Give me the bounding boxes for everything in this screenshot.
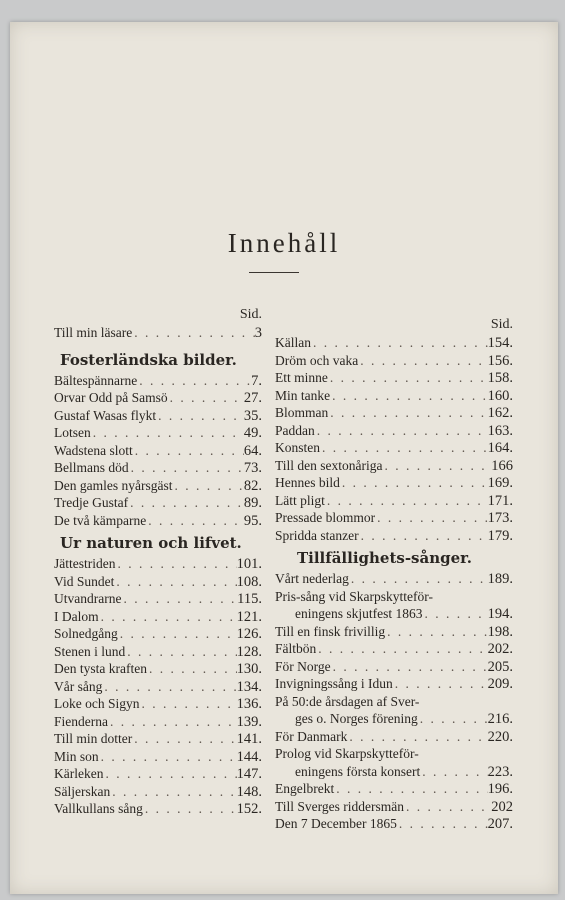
- dot-leader: [358, 352, 487, 370]
- dot-leader: [311, 334, 488, 352]
- dot-leader: [393, 675, 488, 693]
- entry-title: eningens skjutfest 1863: [295, 606, 423, 621]
- entry-page: 209.: [487, 676, 513, 692]
- dot-leader: [115, 555, 236, 573]
- entry-title: eningens första konsert: [295, 763, 421, 779]
- toc-entry: [275, 658, 513, 676]
- section-heading-ur-naturen: Ur naturen och lifvet.: [60, 534, 242, 552]
- entry-page: 156.: [487, 352, 513, 369]
- entry-page: 139.: [236, 713, 262, 730]
- entry-page: 136.: [236, 696, 262, 712]
- toc-list-ur-naturen: [54, 555, 262, 818]
- entry-title: Paddan: [275, 422, 315, 438]
- toc-entry: [275, 369, 513, 387]
- entry-title: Till min läsare: [54, 325, 133, 340]
- entry-page: 121.: [236, 608, 262, 625]
- entry-page: 27.: [243, 390, 262, 406]
- entry-page: 194.: [487, 606, 513, 622]
- entry-page: 164.: [487, 440, 513, 456]
- entry-title: Spridda stanzer: [275, 527, 359, 543]
- entry-title: Solnedgång: [54, 626, 118, 641]
- entry-title: Kärleken: [54, 766, 104, 781]
- section-heading-fosterlandska: Fosterländska bilder.: [60, 350, 237, 369]
- toc-entry: [54, 324, 262, 342]
- toc-entry: [54, 389, 262, 407]
- entry-page: 173.: [487, 510, 513, 526]
- dot-leader: [423, 605, 488, 623]
- toc-entry: [275, 404, 513, 422]
- entry-title: Vårt nederlag: [275, 571, 349, 586]
- dot-leader: [91, 424, 244, 442]
- entry-title: För Norge: [275, 658, 331, 674]
- toc-left-column: [54, 306, 262, 818]
- dot-leader: [347, 728, 487, 746]
- entry-page: 207.: [487, 816, 513, 832]
- dot-leader: [143, 800, 237, 818]
- dot-leader: [114, 573, 236, 591]
- entry-title: Prolog vid Skarpskytteför-: [275, 746, 419, 761]
- toc-entry: [54, 442, 262, 460]
- entry-title: Vår sång: [54, 678, 103, 694]
- entry-page: 130.: [236, 661, 262, 677]
- entry-page: 198.: [487, 623, 513, 640]
- entry-title: Blomman: [275, 405, 329, 420]
- toc-list-tillfallighets: [275, 570, 513, 833]
- toc-entry: [54, 765, 262, 783]
- toc-entry: [275, 570, 513, 588]
- entry-title: Stenen i lund: [54, 643, 126, 659]
- dot-leader: [156, 407, 244, 425]
- toc-entry: [275, 640, 513, 658]
- entry-page: 73.: [243, 460, 262, 476]
- entry-page: 152.: [236, 801, 262, 817]
- toc-entry: [275, 763, 513, 781]
- toc-entry: [54, 372, 262, 390]
- entry-title: Min son: [54, 748, 99, 764]
- entry-page: 134.: [236, 678, 262, 695]
- dot-leader: [103, 765, 236, 783]
- entry-title: ges o. Norges förening: [295, 711, 418, 726]
- toc-entry: [54, 625, 262, 643]
- dot-leader: [340, 474, 488, 492]
- toc-entry: [275, 527, 513, 545]
- toc-entry: [275, 492, 513, 510]
- toc-entry: [275, 780, 513, 798]
- entry-page: 3: [254, 325, 262, 341]
- entry-title: Pris-sång vid Skarpskytteför-: [275, 588, 433, 604]
- toc-entry: [275, 334, 513, 352]
- dot-leader: [325, 492, 488, 510]
- toc-list-fosterlandska: [54, 372, 262, 530]
- toc-entry: [275, 457, 513, 475]
- entry-title: Den tysta kraften: [54, 661, 147, 676]
- entry-page: 95.: [243, 512, 262, 529]
- entry-title: Bellmans död: [54, 460, 129, 475]
- toc-entry: [54, 512, 262, 530]
- entry-title: Wadstena slott: [54, 442, 133, 458]
- entry-title: Till en finsk frivillig: [275, 623, 386, 639]
- entry-title: Källan: [275, 335, 311, 350]
- entry-page: 202.: [487, 641, 513, 657]
- dot-leader: [172, 477, 243, 495]
- toc-entry: [275, 588, 513, 606]
- dot-leader: [331, 658, 488, 676]
- entry-title: Ett minne: [275, 370, 328, 385]
- entry-title: Tredje Gustaf: [54, 495, 129, 510]
- entry-title: Loke och Sigyn: [54, 696, 140, 711]
- entry-page: 141.: [236, 731, 262, 747]
- toc-entry: [54, 783, 262, 801]
- dot-leader: [418, 710, 488, 728]
- entry-title: För Danmark: [275, 728, 348, 744]
- entry-page: 49.: [243, 425, 262, 441]
- entry-title: Engelbrekt: [275, 781, 335, 796]
- toc-entry: [54, 555, 262, 573]
- dot-leader: [110, 783, 236, 801]
- toc-entry: [275, 815, 513, 833]
- dot-leader: [121, 590, 237, 608]
- dot-leader: [146, 512, 244, 530]
- entry-page: 169.: [487, 475, 513, 491]
- dot-leader: [404, 798, 491, 816]
- entry-title: Invigningssång i Idun: [275, 676, 393, 691]
- entry-page: 7.: [251, 372, 262, 389]
- toc-entry: [54, 730, 262, 748]
- entry-title: De två kämparne: [54, 512, 147, 528]
- toc-entry: [54, 695, 262, 713]
- dot-leader: [147, 660, 237, 678]
- dot-leader: [349, 570, 488, 588]
- entry-title: Den 7 December 1865: [275, 816, 397, 831]
- dot-leader: [328, 369, 488, 387]
- dot-leader: [328, 404, 487, 422]
- entry-title: Utvandrarne: [54, 591, 122, 606]
- entry-page: 101.: [236, 556, 262, 572]
- toc-entry: [54, 660, 262, 678]
- toc-entry: [54, 459, 262, 477]
- dot-leader: [334, 780, 487, 798]
- entry-title: Bältespännarne: [54, 372, 138, 388]
- dot-leader: [397, 815, 488, 833]
- toc-entry: [275, 474, 513, 492]
- entry-page: 148.: [236, 783, 262, 800]
- dot-leader: [132, 324, 254, 342]
- toc-entry: [275, 745, 513, 763]
- dot-leader: [118, 625, 237, 643]
- entry-page: 216.: [487, 711, 513, 727]
- entry-title: Konsten: [275, 440, 320, 455]
- toc-entry: [54, 494, 262, 512]
- dot-leader: [102, 678, 236, 696]
- entry-title: På 50:de årsdagen af Sver-: [275, 693, 420, 709]
- toc-entry: [275, 439, 513, 457]
- entry-title: Hennes bild: [275, 475, 340, 490]
- dot-leader: [316, 640, 487, 658]
- toc-entry: [54, 643, 262, 661]
- entry-title: Den gamles nyårsgäst: [54, 477, 173, 493]
- entry-page: 158.: [487, 370, 513, 386]
- dot-leader: [385, 623, 487, 641]
- dot-leader: [99, 748, 237, 766]
- sid-label-right: Sid.: [490, 317, 513, 332]
- entry-page: 147.: [236, 766, 262, 782]
- entry-title: Vid Sundet: [54, 573, 115, 589]
- entry-title: Pressade blommor: [275, 510, 376, 525]
- toc-entry: [275, 675, 513, 693]
- book-page: [10, 22, 558, 894]
- dot-leader: [140, 695, 237, 713]
- dot-leader: [359, 527, 488, 545]
- toc-right-column: [275, 306, 513, 833]
- toc-entry: [275, 623, 513, 641]
- toc-entry: [275, 422, 513, 440]
- toc-entry: [275, 352, 513, 370]
- toc-entry: [275, 605, 513, 623]
- dot-leader: [320, 439, 488, 457]
- dot-leader: [125, 643, 236, 661]
- toc-entry: [54, 407, 262, 425]
- entry-page: 128.: [236, 643, 262, 660]
- entry-page: 144.: [236, 748, 262, 765]
- toc-entry: [275, 728, 513, 746]
- entry-page: 108.: [236, 573, 262, 590]
- entry-page: 196.: [487, 781, 513, 797]
- dot-leader: [330, 387, 488, 405]
- entry-page: 160.: [487, 387, 513, 404]
- entry-title: Till min dotter: [54, 731, 133, 746]
- page-title: Innehåll: [227, 228, 341, 258]
- entry-title: Dröm och vaka: [275, 352, 359, 368]
- toc-entry: [54, 590, 262, 608]
- entry-title: Lotsen: [54, 425, 91, 440]
- entry-title: Till den sextonåriga: [275, 457, 383, 473]
- toc-entry: [275, 387, 513, 405]
- entry-page: 223.: [487, 763, 513, 780]
- dot-leader: [108, 713, 237, 731]
- toc-entry: [54, 800, 262, 818]
- entry-title: Orvar Odd på Samsö: [54, 390, 168, 405]
- dot-leader: [375, 509, 488, 527]
- dot-leader: [383, 457, 492, 475]
- entry-title: Vallkullans sång: [54, 801, 143, 816]
- dot-leader: [137, 372, 251, 390]
- toc-list-poems: [275, 334, 513, 544]
- toc-entry: [275, 798, 513, 816]
- toc-entry: [54, 573, 262, 591]
- entry-page: 205.: [487, 658, 513, 675]
- dot-leader: [128, 494, 244, 512]
- sid-label-left: Sid.: [239, 307, 262, 322]
- entry-page: 154.: [487, 335, 513, 351]
- entry-title: Fältbön: [275, 641, 317, 656]
- entry-title: Min tanke: [275, 387, 331, 403]
- section-heading-tillfallighets: Tillfällighets-sånger.: [297, 549, 472, 567]
- entry-page: 82.: [243, 477, 262, 494]
- entry-title: Till Sverges riddersmän: [275, 798, 405, 814]
- toc-entry: [275, 509, 513, 527]
- entry-page: 64.: [243, 442, 262, 459]
- entry-page: 115.: [237, 591, 262, 607]
- toc-entry: [54, 477, 262, 495]
- entry-title: Säljerskan: [54, 783, 111, 799]
- entry-title: Jättestriden: [54, 556, 116, 571]
- entry-page: 162.: [487, 405, 513, 421]
- dot-leader: [132, 730, 236, 748]
- entry-page: 166: [491, 457, 513, 474]
- dot-leader: [168, 389, 244, 407]
- toc-entry: [54, 748, 262, 766]
- entry-title: Fienderna: [54, 713, 108, 729]
- dot-leader: [129, 459, 244, 477]
- toc-entry: [54, 608, 262, 626]
- entry-title: Gustaf Wasas flykt: [54, 407, 157, 423]
- dot-leader: [315, 422, 488, 440]
- dot-leader: [420, 763, 487, 781]
- toc-entry: [275, 710, 513, 728]
- dot-leader: [133, 442, 244, 460]
- toc-entry: [54, 424, 262, 442]
- entry-page: 35.: [243, 407, 262, 424]
- toc-entry: [54, 713, 262, 731]
- entry-page: 189.: [487, 571, 513, 587]
- entry-page: 171.: [487, 492, 513, 509]
- entry-page: 179.: [487, 527, 513, 544]
- entry-page: 163.: [487, 422, 513, 439]
- entry-page: 126.: [236, 626, 262, 642]
- toc-entry: [275, 693, 513, 711]
- entry-page: 89.: [243, 495, 262, 511]
- entry-title: I Dalom: [54, 608, 99, 624]
- toc-entry: [54, 678, 262, 696]
- title-divider: [249, 272, 299, 273]
- dot-leader: [99, 608, 237, 626]
- entry-page: 220.: [487, 728, 513, 745]
- entry-title: Lätt pligt: [275, 492, 325, 508]
- entry-page: 202: [491, 798, 513, 815]
